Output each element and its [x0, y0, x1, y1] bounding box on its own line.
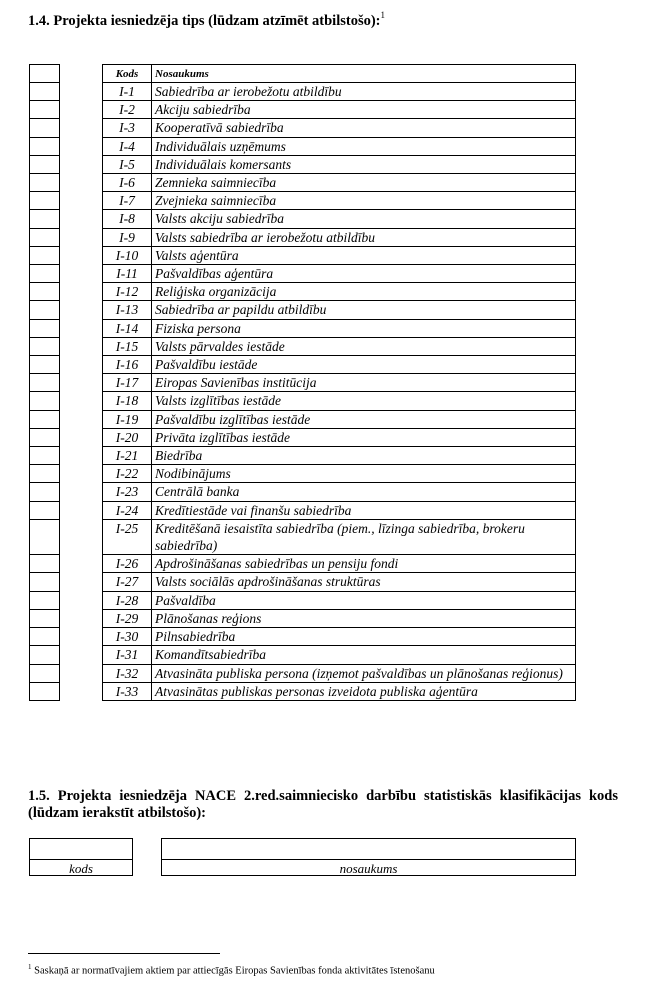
- row-code: I-11: [103, 265, 152, 283]
- row-name: Komandītsabiedrība: [152, 646, 576, 664]
- row-checkbox[interactable]: [30, 519, 60, 554]
- nace-code-box: [29, 838, 133, 876]
- row-checkbox[interactable]: [30, 447, 60, 465]
- table-row: [103, 301, 576, 319]
- row-code: I-30: [103, 628, 152, 646]
- table-row: [103, 428, 576, 446]
- row-code: I-32: [103, 664, 152, 682]
- section-1-4-heading: [28, 8, 618, 30]
- footnote: [28, 961, 628, 978]
- table-row: [103, 265, 576, 283]
- row-code: I-7: [103, 192, 152, 210]
- row-code: I-4: [103, 137, 152, 155]
- row-name: Valsts sabiedrība ar ierobežotu atbildību: [152, 228, 576, 246]
- row-checkbox[interactable]: [30, 210, 60, 228]
- table-row: [103, 609, 576, 627]
- table-row: [103, 83, 576, 101]
- row-checkbox[interactable]: [30, 483, 60, 501]
- row-name: Sabiedrība ar ierobežotu atbildību: [152, 83, 576, 101]
- row-checkbox[interactable]: [30, 628, 60, 646]
- row-name: Akciju sabiedrība: [152, 101, 576, 119]
- applicant-type-table: [102, 64, 576, 701]
- row-name: Reliģiska organizācija: [152, 283, 576, 301]
- row-name: Eiropas Savienības institūcija: [152, 374, 576, 392]
- section-1-5-heading: 1.5. Projekta iesniedzēja NACE 2.red.saimniecisko darbību statistiskās klasifikācijas kods (lūdzam ierakstīt atbilstošo):: [28, 788, 618, 821]
- row-checkbox[interactable]: [30, 609, 60, 627]
- row-name: Apdrošināšanas sabiedrības un pensiju fondi: [152, 555, 576, 573]
- row-name: Pašvaldību iestāde: [152, 356, 576, 374]
- row-checkbox[interactable]: [30, 265, 60, 283]
- row-checkbox[interactable]: [30, 374, 60, 392]
- row-code: I-22: [103, 465, 152, 483]
- row-code: I-3: [103, 119, 152, 137]
- row-name: Plānošanas reģions: [152, 609, 576, 627]
- row-code: I-20: [103, 428, 152, 446]
- row-name: Atvasinātas publiskas personas izveidota publiska aģentūra: [152, 682, 576, 700]
- row-code: I-25: [103, 519, 152, 554]
- footnote-number: 1: [28, 963, 32, 971]
- table-row: [103, 319, 576, 337]
- table-row: [103, 392, 576, 410]
- nace-code-label: kods: [69, 861, 93, 876]
- row-checkbox[interactable]: [30, 283, 60, 301]
- row-name: Centrālā banka: [152, 483, 576, 501]
- row-checkbox[interactable]: [30, 101, 60, 119]
- row-checkbox[interactable]: [30, 682, 60, 700]
- row-code: I-8: [103, 210, 152, 228]
- row-code: I-19: [103, 410, 152, 428]
- row-code: I-18: [103, 392, 152, 410]
- row-code: I-2: [103, 101, 152, 119]
- row-name: Zvejnieka saimniecība: [152, 192, 576, 210]
- row-checkbox[interactable]: [30, 119, 60, 137]
- table-row: [103, 410, 576, 428]
- row-name: Valsts izglītības iestāde: [152, 392, 576, 410]
- table-row: [103, 228, 576, 246]
- table-row: [103, 447, 576, 465]
- row-checkbox[interactable]: [30, 192, 60, 210]
- table-row: [103, 174, 576, 192]
- row-name: Kreditēšanā iesaistīta sabiedrība (piem., līzinga sabiedrība, brokeru sabiedrība): [152, 519, 576, 554]
- row-checkbox[interactable]: [30, 246, 60, 264]
- table-row: [103, 210, 576, 228]
- row-code: I-24: [103, 501, 152, 519]
- row-checkbox[interactable]: [30, 301, 60, 319]
- table-row: [103, 337, 576, 355]
- header-name: Nosaukums: [152, 65, 576, 83]
- table-row: [103, 137, 576, 155]
- row-checkbox[interactable]: [30, 465, 60, 483]
- table-row: [103, 465, 576, 483]
- table-row: [103, 573, 576, 591]
- row-name: Zemnieka saimniecība: [152, 174, 576, 192]
- row-code: I-6: [103, 174, 152, 192]
- row-name: Valsts akciju sabiedrība: [152, 210, 576, 228]
- row-checkbox[interactable]: [30, 337, 60, 355]
- row-code: I-28: [103, 591, 152, 609]
- row-code: I-27: [103, 573, 152, 591]
- table-row: [103, 628, 576, 646]
- row-name: Fiziska persona: [152, 319, 576, 337]
- row-checkbox[interactable]: [30, 410, 60, 428]
- row-checkbox[interactable]: [30, 228, 60, 246]
- table-row: [103, 519, 576, 554]
- header-code: Kods: [103, 65, 152, 83]
- footnote-text: Saskaņā ar normatīvajiem aktiem par attiecīgās Eiropas Savienības fonda aktivitātes īstenošanu: [34, 965, 435, 977]
- row-name: Valsts aģentūra: [152, 246, 576, 264]
- table-row: [103, 555, 576, 573]
- table-row: [103, 246, 576, 264]
- row-name: Pilnsabiedrība: [152, 628, 576, 646]
- row-code: I-10: [103, 246, 152, 264]
- table-row: [103, 356, 576, 374]
- row-checkbox[interactable]: [30, 573, 60, 591]
- row-code: I-26: [103, 555, 152, 573]
- row-name: Sabiedrība ar papildu atbildību: [152, 301, 576, 319]
- row-checkbox[interactable]: [30, 137, 60, 155]
- row-code: I-13: [103, 301, 152, 319]
- footnote-ref: 1: [380, 10, 386, 20]
- checkbox-column: [29, 64, 60, 701]
- row-name: Nodibinājums: [152, 465, 576, 483]
- row-name: Individuālais uzņēmums: [152, 137, 576, 155]
- row-checkbox[interactable]: [30, 83, 60, 101]
- table-row: [103, 119, 576, 137]
- row-name: Atvasināta publiska persona (izņemot pašvaldības un plānošanas reģionus): [152, 664, 576, 682]
- table-row: [103, 155, 576, 173]
- nace-name-label: nosaukums: [339, 861, 398, 876]
- row-code: I-15: [103, 337, 152, 355]
- footnote-divider: [28, 953, 220, 954]
- row-name: Pašvaldība: [152, 591, 576, 609]
- table-row: [103, 591, 576, 609]
- table-row: [103, 646, 576, 664]
- row-code: I-12: [103, 283, 152, 301]
- row-code: I-5: [103, 155, 152, 173]
- table-header-row: [103, 65, 576, 83]
- row-code: I-14: [103, 319, 152, 337]
- row-checkbox[interactable]: [30, 428, 60, 446]
- row-code: I-16: [103, 356, 152, 374]
- table-row: [103, 283, 576, 301]
- row-code: I-29: [103, 609, 152, 627]
- row-name: Pašvaldību izglītības iestāde: [152, 410, 576, 428]
- row-name: Valsts pārvaldes iestāde: [152, 337, 576, 355]
- nace-code-input[interactable]: [30, 839, 132, 860]
- row-checkbox[interactable]: [30, 591, 60, 609]
- checkbox-header-cell: [30, 65, 60, 83]
- row-name: Biedrība: [152, 447, 576, 465]
- row-code: I-31: [103, 646, 152, 664]
- row-name: Individuālais komersants: [152, 155, 576, 173]
- row-checkbox[interactable]: [30, 319, 60, 337]
- nace-name-input[interactable]: [162, 839, 575, 860]
- row-checkbox[interactable]: [30, 664, 60, 682]
- row-checkbox[interactable]: [30, 174, 60, 192]
- table-row: [103, 374, 576, 392]
- table-row: [103, 501, 576, 519]
- row-checkbox[interactable]: [30, 155, 60, 173]
- nace-name-box: [161, 838, 576, 876]
- row-code: I-17: [103, 374, 152, 392]
- row-checkbox[interactable]: [30, 356, 60, 374]
- table-row: [103, 192, 576, 210]
- row-checkbox[interactable]: [30, 646, 60, 664]
- table-row: [103, 682, 576, 700]
- table-row: [103, 101, 576, 119]
- row-code: I-9: [103, 228, 152, 246]
- row-checkbox[interactable]: [30, 555, 60, 573]
- row-name: Valsts sociālās apdrošināšanas struktūras: [152, 573, 576, 591]
- table-row: [103, 664, 576, 682]
- row-code: I-1: [103, 83, 152, 101]
- row-code: I-33: [103, 682, 152, 700]
- row-code: I-23: [103, 483, 152, 501]
- row-checkbox[interactable]: [30, 501, 60, 519]
- table-row: [103, 483, 576, 501]
- row-name: Kooperatīvā sabiedrība: [152, 119, 576, 137]
- row-checkbox[interactable]: [30, 392, 60, 410]
- row-code: I-21: [103, 447, 152, 465]
- row-name: Pašvaldības aģentūra: [152, 265, 576, 283]
- section-1-4-title: 1.4. Projekta iesniedzēja tips (lūdzam atzīmēt atbilstošo):: [28, 12, 381, 29]
- row-name: Privāta izglītības iestāde: [152, 428, 576, 446]
- row-name: Kredītiestāde vai finanšu sabiedrība: [152, 501, 576, 519]
